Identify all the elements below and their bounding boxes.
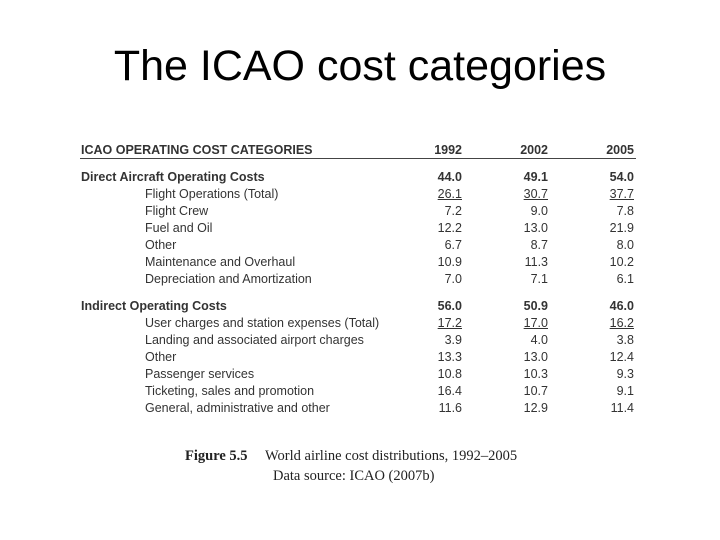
row-label: Ticketing, sales and promotion: [145, 384, 315, 398]
section-label: Direct Aircraft Operating Costs: [81, 170, 265, 184]
value-cell: 49.1: [523, 170, 548, 184]
figure-label: Figure 5.5: [185, 448, 248, 464]
header-year: 1992: [434, 143, 462, 157]
table-row: [80, 332, 636, 349]
row-label: Other: [145, 238, 177, 252]
value-cell: 10.8: [437, 367, 462, 381]
value-cell: 10.2: [609, 255, 634, 269]
value-cell: 46.0: [609, 299, 634, 313]
slide-title: The ICAO cost categories: [113, 42, 607, 90]
value-cell: 8.7: [530, 238, 548, 252]
section-label: Indirect Operating Costs: [81, 299, 227, 313]
cost-table: [80, 142, 636, 417]
data-source: Data source: ICAO (2007b): [273, 468, 435, 484]
table-header: [80, 142, 636, 159]
table-row: [80, 220, 636, 237]
value-cell: 11.6: [438, 401, 462, 415]
row-label: Flight Operations (Total): [145, 187, 279, 201]
table-row: [80, 254, 636, 271]
table-row: [80, 383, 636, 400]
value-cell: 17.0: [523, 316, 548, 330]
value-cell: 13.0: [523, 221, 548, 235]
caption-text: World airline cost distributions, 1992–2005: [265, 448, 518, 464]
table-row: [80, 366, 636, 383]
table-row: [80, 237, 636, 254]
value-cell: 13.3: [437, 350, 462, 364]
value-cell: 7.8: [616, 204, 634, 218]
value-cell: 11.3: [524, 255, 548, 269]
value-cell: 7.2: [444, 204, 462, 218]
row-label: Landing and associated airport charges: [145, 333, 364, 347]
row-label: User charges and station expenses (Total): [145, 316, 380, 330]
section-row-indirect: [80, 298, 636, 315]
value-cell: 30.7: [523, 187, 548, 201]
header-year: 2002: [520, 143, 548, 157]
value-cell: 16.2: [609, 316, 634, 330]
table-row: [80, 271, 636, 288]
value-cell: 3.9: [444, 333, 462, 347]
value-cell: 12.4: [609, 350, 634, 364]
value-cell: 6.1: [616, 272, 634, 286]
value-cell: 9.3: [616, 367, 634, 381]
value-cell: 10.3: [523, 367, 548, 381]
value-cell: 54.0: [609, 170, 634, 184]
row-label: General, administrative and other: [145, 401, 330, 415]
value-cell: 10.7: [523, 384, 548, 398]
value-cell: 12.9: [523, 401, 548, 415]
value-cell: 13.0: [523, 350, 548, 364]
table-row: [80, 315, 636, 332]
value-cell: 37.7: [609, 187, 634, 201]
value-cell: 26.1: [437, 187, 462, 201]
row-label: Flight Crew: [145, 204, 209, 218]
value-cell: 8.0: [616, 238, 634, 252]
row-label: Fuel and Oil: [145, 221, 213, 235]
value-cell: 3.8: [616, 333, 634, 347]
table-row: [80, 186, 636, 203]
value-cell: 10.9: [437, 255, 462, 269]
value-cell: 17.2: [437, 316, 462, 330]
header-label: ICAO OPERATING COST CATEGORIES: [81, 143, 313, 157]
value-cell: 56.0: [437, 299, 462, 313]
row-label: Depreciation and Amortization: [145, 272, 312, 286]
value-cell: 9.0: [530, 204, 548, 218]
figure-caption: [185, 448, 605, 485]
value-cell: 4.0: [530, 333, 548, 347]
table-row: [80, 349, 636, 366]
table-row: [80, 203, 636, 220]
value-cell: 21.9: [609, 221, 634, 235]
section-row-direct: [80, 169, 636, 186]
value-cell: 7.1: [530, 272, 548, 286]
value-cell: 6.7: [444, 238, 462, 252]
value-cell: 12.2: [437, 221, 462, 235]
table-row: [80, 400, 636, 417]
value-cell: 44.0: [437, 170, 462, 184]
value-cell: 7.0: [444, 272, 462, 286]
value-cell: 16.4: [437, 384, 462, 398]
value-cell: 11.4: [610, 401, 634, 415]
value-cell: 9.1: [616, 384, 634, 398]
row-label: Other: [145, 350, 177, 364]
value-cell: 50.9: [523, 299, 548, 313]
row-label: Passenger services: [145, 367, 255, 381]
header-year: 2005: [606, 143, 634, 157]
row-label: Maintenance and Overhaul: [145, 255, 296, 269]
